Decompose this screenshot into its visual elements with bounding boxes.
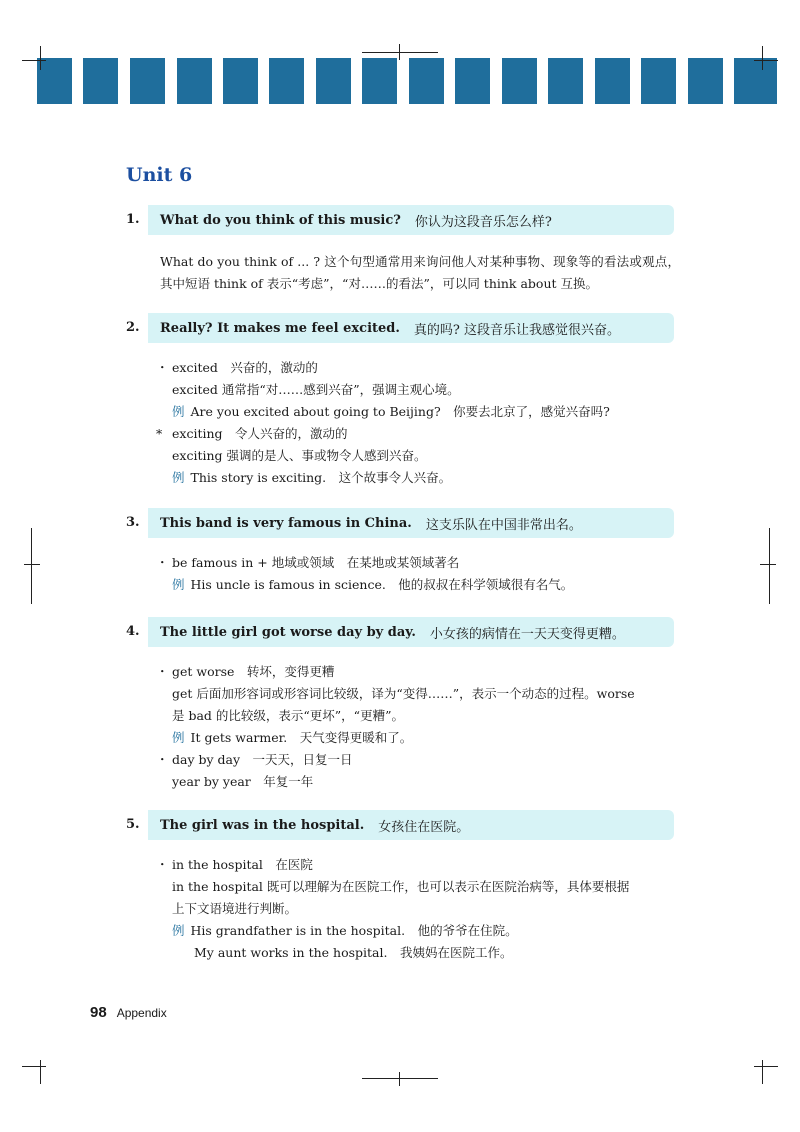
- registration-mark: [362, 1078, 438, 1079]
- registration-mark: [399, 44, 400, 60]
- vocab-text: day by day 一天天，日复一日: [172, 752, 353, 767]
- bullet: ・: [156, 360, 169, 375]
- example: [126, 401, 686, 423]
- registration-mark: [769, 528, 770, 604]
- item-1: [126, 205, 686, 295]
- example-text: My aunt works in the hospital. 我姨妈在医院工作。: [194, 945, 513, 960]
- item-number: 1.: [126, 212, 140, 227]
- crop-mark: [40, 1060, 41, 1084]
- sentence-band: [148, 508, 674, 538]
- registration-mark: [24, 564, 40, 565]
- explanation-line: [126, 683, 686, 705]
- item-3: [126, 508, 686, 596]
- example-label: 例: [172, 470, 185, 485]
- example-label: 例: [172, 404, 185, 419]
- vocab-text: exciting 令人兴奋的，激动的: [172, 426, 348, 441]
- sentence-band: [148, 205, 674, 235]
- example-text: This story is exciting. 这个故事令人兴奋。: [190, 470, 452, 485]
- header-stripe-bar: [37, 58, 777, 104]
- explanation-line: [126, 876, 686, 898]
- item-number: 3.: [126, 515, 140, 530]
- example-text: His grandfather is in the hospital. 他的爷爷在住院。: [190, 923, 518, 938]
- stripe: [83, 58, 118, 104]
- stripe: [548, 58, 583, 104]
- registration-mark: [760, 564, 776, 565]
- unit-title: Unit 6: [126, 164, 193, 186]
- sentence-chinese: 真的吗? 这段音乐让我感觉很兴奋。: [413, 322, 621, 338]
- sentence-english: Really? It makes me feel excited.: [160, 320, 400, 336]
- explanation-text: year by year 年复一年: [172, 774, 314, 789]
- example-label: 例: [172, 923, 185, 938]
- stripe: [177, 58, 212, 104]
- crop-mark: [22, 60, 46, 61]
- explanation-line: [126, 898, 686, 920]
- explanation-line: [126, 445, 686, 467]
- crop-mark: [754, 1066, 778, 1067]
- explanation-line: [126, 771, 686, 793]
- vocab-text: be famous in + 地域或领域 在某地或某领域著名: [172, 555, 460, 570]
- vocab-entry: [126, 552, 686, 574]
- stripe: [269, 58, 304, 104]
- vocab-text: get worse 转坏，变得更糟: [172, 664, 335, 679]
- sentence-english: What do you think of this music?: [160, 212, 401, 228]
- example: [126, 574, 686, 596]
- stripe: [455, 58, 490, 104]
- vocab-entry: [126, 357, 686, 379]
- stripe: [595, 58, 630, 104]
- registration-mark: [31, 528, 32, 604]
- sentence-band: [148, 810, 674, 840]
- example-label: 例: [172, 730, 185, 745]
- registration-mark: [362, 52, 438, 53]
- item-5: [126, 810, 686, 964]
- vocab-entry: [126, 749, 686, 771]
- sentence-english: The girl was in the hospital.: [160, 817, 365, 833]
- vocab-entry: [126, 423, 686, 445]
- vocab-entry: [126, 661, 686, 683]
- item-2: [126, 313, 686, 489]
- crop-mark: [22, 1066, 46, 1067]
- stripe: [502, 58, 537, 104]
- example-text: It gets warmer. 天气变得更暖和了。: [190, 730, 413, 745]
- stripe: [641, 58, 676, 104]
- example: [126, 727, 686, 749]
- bullet: ・: [156, 555, 169, 570]
- sentence-chinese: 你认为这段音乐怎么样?: [414, 214, 552, 230]
- sentence-chinese: 女孩住在医院。: [378, 819, 470, 835]
- item-4: [126, 617, 686, 793]
- bullet: ・: [156, 857, 169, 872]
- bullet: ・: [156, 664, 169, 679]
- registration-mark: [399, 1072, 400, 1086]
- explanation-text: 是 bad 的比较级，表示“更坏”，“更糟”。: [172, 708, 404, 723]
- sentence-band: [148, 617, 674, 647]
- stripe: [688, 58, 723, 104]
- example-text: His uncle is famous in science. 他的叔叔在科学领域很有名气。: [190, 577, 574, 592]
- crop-mark: [754, 60, 778, 61]
- explanation-line: [126, 379, 686, 401]
- explanation-text: excited 通常指“对……感到兴奋”，强调主观心境。: [172, 382, 460, 397]
- crop-mark: [40, 46, 41, 70]
- crop-mark: [762, 46, 763, 70]
- example-text: Are you excited about going to Beijing? 你要去北京了，感觉兴奋吗?: [190, 404, 610, 419]
- example: [126, 467, 686, 489]
- page-number: 98: [90, 1004, 107, 1021]
- explanation-text: 上下文语境进行判断。: [172, 901, 298, 916]
- sentence-english: The little girl got worse day by day.: [160, 624, 416, 640]
- explanation: What do you think of ... ? 这个句型通常用来询问他人对某种事物、现象等的看法或观点，其中短语 think of 表示“考虑”，“对……的看法”，可以同 think about 互换。: [160, 254, 680, 291]
- item-number: 4.: [126, 624, 140, 639]
- explanation-text: exciting 强调的是人、事或物令人感到兴奋。: [172, 448, 427, 463]
- vocab-text: excited 兴奋的，激动的: [172, 360, 318, 375]
- page-footer: [90, 1004, 167, 1021]
- sentence-chinese: 这支乐队在中国非常出名。: [425, 517, 582, 533]
- sentence-english: This band is very famous in China.: [160, 515, 412, 531]
- explanation-text: get 后面加形容词或形容词比较级，译为“变得……”，表示一个动态的过程。worse: [172, 686, 635, 701]
- stripe: [362, 58, 397, 104]
- stripe: [734, 58, 777, 104]
- stripe: [223, 58, 258, 104]
- bullet: ・: [156, 752, 169, 767]
- item-number: 5.: [126, 817, 140, 832]
- stripe: [316, 58, 351, 104]
- stripe: [409, 58, 444, 104]
- asterisk-mark: *: [156, 426, 163, 441]
- stripe: [130, 58, 165, 104]
- vocab-entry: [126, 854, 686, 876]
- example: [126, 920, 686, 942]
- explanation-text: in the hospital 既可以理解为在医院工作，也可以表示在医院治病等，具体要根据: [172, 879, 630, 894]
- crop-mark: [762, 1060, 763, 1084]
- explanation-line: [126, 705, 686, 727]
- footer-label: Appendix: [116, 1006, 167, 1020]
- stripe: [37, 58, 72, 104]
- example-continuation: [126, 942, 686, 964]
- sentence-band: [148, 313, 674, 343]
- sentence-chinese: 小女孩的病情在一天天变得更糟。: [429, 626, 625, 642]
- item-number: 2.: [126, 320, 140, 335]
- vocab-text: in the hospital 在医院: [172, 857, 313, 872]
- example-label: 例: [172, 577, 185, 592]
